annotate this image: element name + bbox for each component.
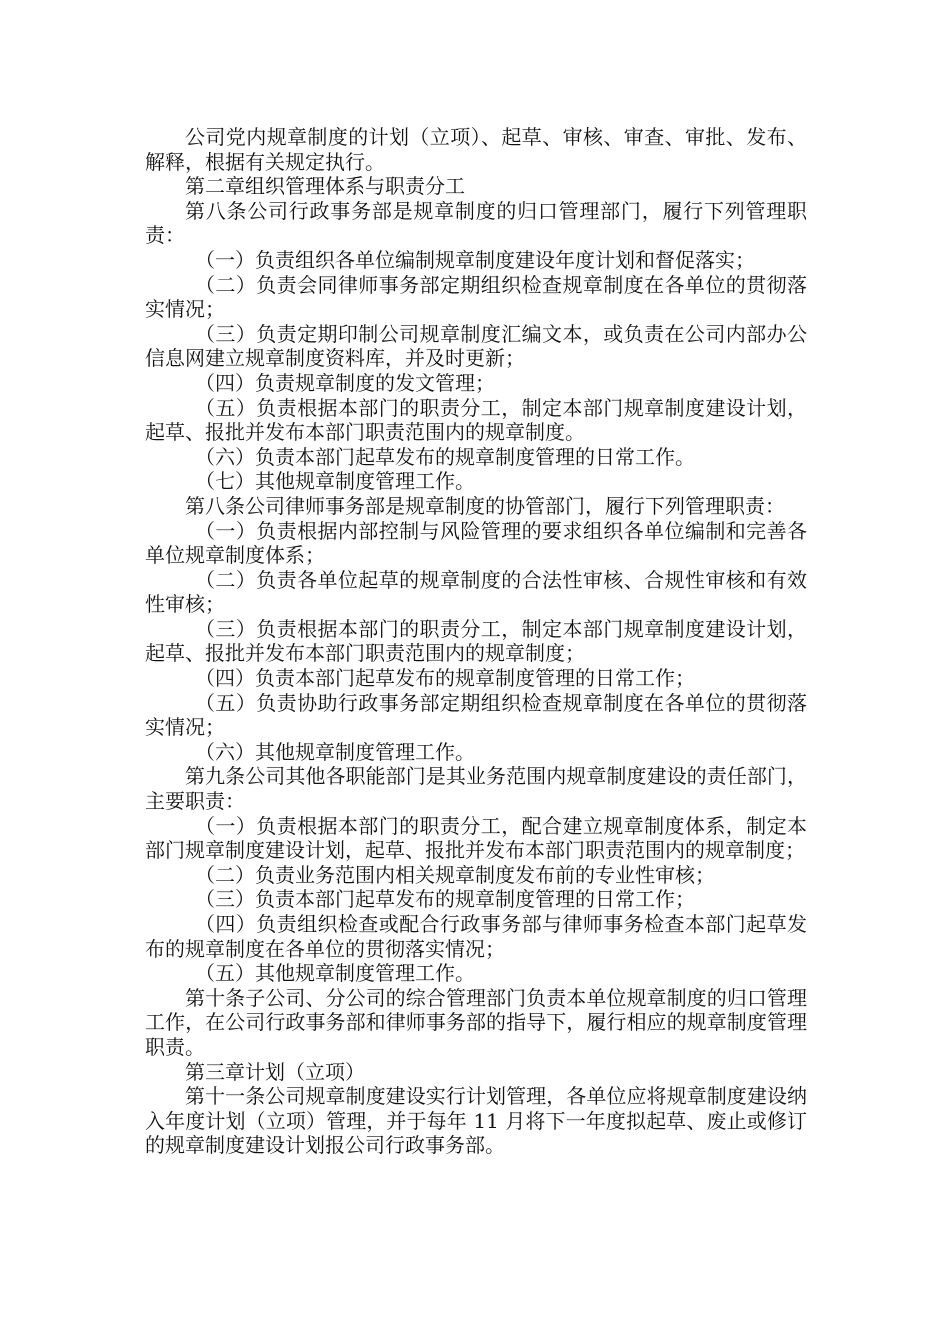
list-item: （二）负责各单位起草的规章制度的合法性审核、合规性审核和有效性审核； <box>145 567 807 617</box>
paragraph-1: 公司党内规章制度的计划（立项）、起草、审核、审查、审批、发布、解释，根据有关规定执行。 <box>145 125 807 174</box>
document-page <box>145 125 807 1158</box>
list-item: （六）其他规章制度管理工作。 <box>195 739 475 764</box>
list-item: （三）负责本部门起草发布的规章制度管理的日常工作； <box>195 887 695 912</box>
list-item: （三）负责根据本部门的职责分工，制定本部门规章制度建设计划，起草、报批并发布本部门职责范围内的规章制度； <box>145 616 807 666</box>
list-item: （三）负责定期印制公司规章制度汇编文本，或负责在公司内部办公信息网建立规章制度资料库，并及时更新； <box>145 321 807 371</box>
chapter-2-heading: 第二章组织管理体系与职责分工 <box>185 174 465 199</box>
list-item: （四）负责组织检查或配合行政事务部与律师事务检查本部门起草发布的规章制度在各单位的贯彻落实情况； <box>145 912 807 961</box>
list-item: （一）负责根据内部控制与风险管理的要求组织各单位编制和完善各单位规章制度体系； <box>145 518 807 568</box>
list-item: （一）负责组织各单位编制规章制度建设年度计划和督促落实； <box>195 247 755 272</box>
chapter-3-heading: 第三章计划（立项） <box>185 1059 365 1084</box>
list-item: （五）负责根据本部门的职责分工，制定本部门规章制度建设计划，起草、报批并发布本部门职责范围内的规章制度。 <box>145 395 807 445</box>
article-8-legal: 第八条公司律师事务部是规章制度的协管部门，履行下列管理职责： <box>185 493 785 518</box>
list-item: （六）负责本部门起草发布的规章制度管理的日常工作。 <box>195 444 695 469</box>
list-item: （五）负责协助行政事务部定期组织检查规章制度在各单位的贯彻落实情况； <box>145 690 807 740</box>
article-8-admin: 第八条公司行政事务部是规章制度的归口管理部门，履行下列管理职责： <box>145 198 807 248</box>
list-item: （七）其他规章制度管理工作。 <box>195 469 475 494</box>
list-item: （二）负责会同律师事务部定期组织检查规章制度在各单位的贯彻落实情况； <box>145 272 807 322</box>
list-item: （一）负责根据本部门的职责分工，配合建立规章制度体系，制定本部门规章制度建设计划，起草、报批并发布本部门职责范围内的规章制度； <box>145 813 807 863</box>
list-item: （四）负责本部门起草发布的规章制度管理的日常工作； <box>195 666 695 691</box>
article-9: 第九条公司其他各职能部门是其业务范围内规章制度建设的责任部门，主要职责： <box>145 764 807 814</box>
list-item: （四）负责规章制度的发文管理； <box>195 370 495 395</box>
article-11: 第十一条公司规章制度建设实行计划管理，各单位应将规章制度建设纳入年度计划（立项）管理，并于每年 11 月将下一年度拟起草、废止或修订的规章制度建设计划报公司行政事务部。 <box>145 1084 807 1158</box>
list-item: （五）其他规章制度管理工作。 <box>195 961 475 986</box>
list-item: （二）负责业务范围内相关规章制度发布前的专业性审核； <box>195 862 715 887</box>
article-10: 第十条子公司、分公司的综合管理部门负责本单位规章制度的归口管理工作，在公司行政事务部和律师事务部的指导下，履行相应的规章制度管理职责。 <box>145 985 807 1059</box>
